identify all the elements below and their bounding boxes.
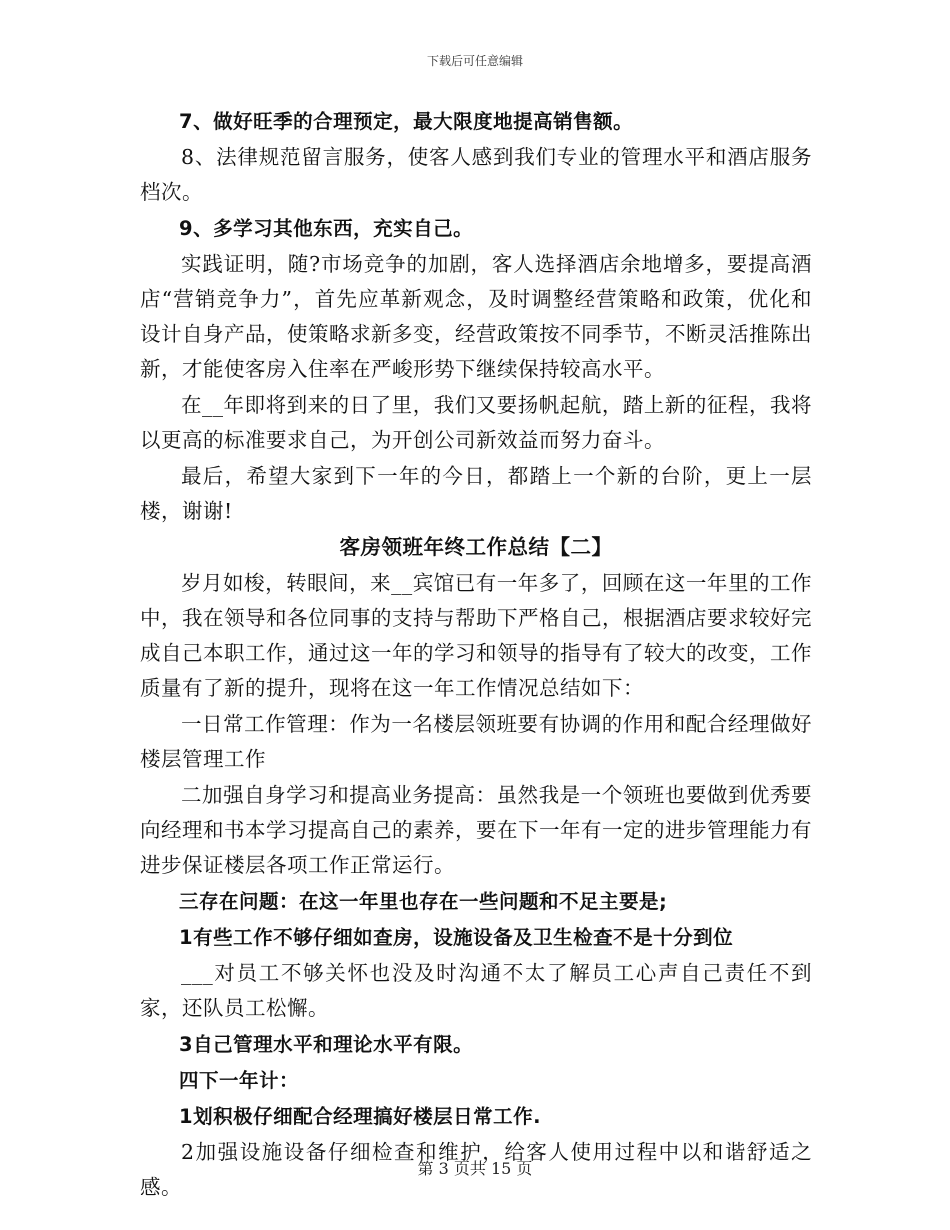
paragraph: 四下一年计： bbox=[179, 1069, 300, 1092]
paragraph: 7、做好旺季的合理预定，最大限度地提高销售额。 bbox=[179, 110, 634, 133]
page-header: 下载后可任意编辑 bbox=[426, 54, 523, 68]
section-title: 客房领班年终工作总结【二】 bbox=[339, 535, 613, 559]
paragraph: 岁月如梭，转眼间，来__宾馆已有一年多了，回顾在这一年里的工作中，我在领导和各位同事的支持与帮助下严格自己，根据酒店要求较好完成自己本职工作，通过这一年的学习和领导的指导有了较大的改变，工作质量有了新的提升，现将在这一年工作情况总结如下： bbox=[140, 571, 812, 700]
paragraph: 1有些工作不够仔细如查房，设施设备及卫生检查不是十分到位 bbox=[179, 926, 734, 949]
page-footer: 第 3 页共 15 页 bbox=[417, 1159, 533, 1178]
paragraph: 实践证明，随?市场竞争的加剧，客人选择酒店余地增多，要提高酒店“营销竞争力”，首先应革新观念，及时调整经营策略和政策，优化和设计自身产品，使策略求新多变，经营政策按不同季节，不断灵活推陈出新，才能使客房入住率在严峻形势下继续保持较高水平。 bbox=[140, 252, 812, 381]
paragraph: 三存在问题：在这一年里也存在一些问题和不足主要是; bbox=[179, 890, 668, 913]
paragraph: 最后，希望大家到下一年的今日，都踏上一个新的台阶，更上一层楼，谢谢! bbox=[140, 464, 812, 523]
paragraph: 二加强自身学习和提高业务提高：虽然我是一个领班也要做到优秀要向经理和书本学习提高自己的素养，要在下一年有一定的进步管理能力有进步保证楼层各项工作正常运行。 bbox=[140, 783, 812, 877]
paragraph: 8、法律规范留言服务，使客人感到我们专业的管理水平和酒店服务档次。 bbox=[140, 145, 812, 204]
paragraph: 在__年即将到来的日了里，我们又要扬帆起航，踏上新的征程，我将以更高的标准要求自己，为开创公司新效益而努力奋斗。 bbox=[140, 393, 812, 452]
paragraph: 2加强设施设备仔细检查和维护，给客人使用过程中以和谐舒适之感。 bbox=[140, 1140, 812, 1199]
paragraph: ___对员工不够关怀也没及时沟通不太了解员工心声自己责任不到家，还队员工松懈。 bbox=[140, 961, 812, 1020]
paragraph: 1划积极仔细配合经理搞好楼层日常工作. bbox=[179, 1105, 541, 1128]
paragraph: 9、多学习其他东西，充实自己。 bbox=[179, 217, 474, 240]
paragraph: 一日常工作管理：作为一名楼层领班要有协调的作用和配合经理做好楼层管理工作 bbox=[140, 712, 812, 771]
document-body bbox=[140, 104, 812, 1206]
paragraph: 3自己管理水平和理论水平有限。 bbox=[179, 1033, 474, 1056]
